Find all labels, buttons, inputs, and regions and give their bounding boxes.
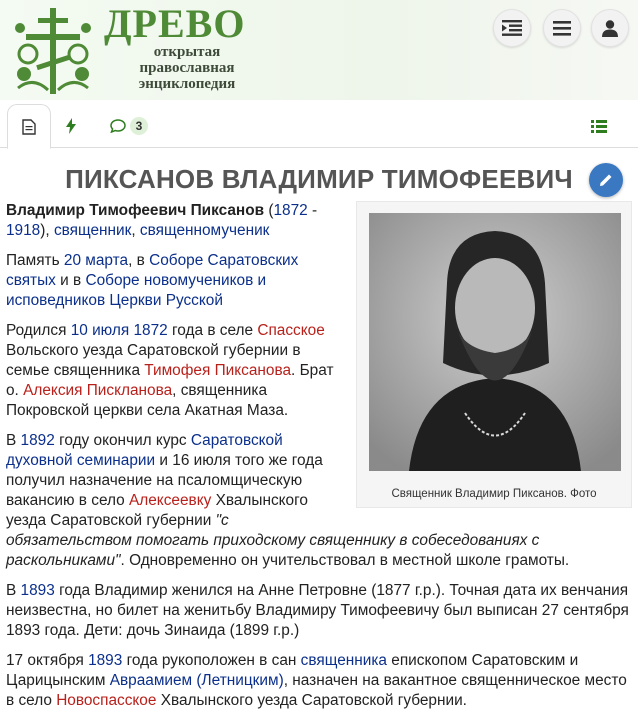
logo-sub-line-2: православная	[139, 60, 235, 76]
p3-text-5: , священника Покровской церкви села Акатная Маза.	[6, 382, 289, 419]
link-sobor-new-martyrs[interactable]: Соборе новомучеников и исповедников Церкви Русской	[6, 272, 267, 309]
p1-comma: ,	[131, 222, 140, 239]
p4-text-1: В	[6, 432, 21, 449]
link-bishop-avraamiy[interactable]: Авраамием (Летницким)	[109, 672, 284, 689]
site-header	[0, 0, 638, 100]
link-priest[interactable]: священник	[53, 222, 132, 239]
p1-open: (	[264, 202, 274, 219]
p3-text-2: года в селе	[167, 322, 258, 339]
p4-text-5: . Одновременно он учительствовал в местной школе грамоты.	[120, 552, 570, 569]
portrait-photo[interactable]	[369, 213, 621, 471]
link-year-1893-b[interactable]: 1893	[88, 652, 123, 669]
portrait-figure	[356, 201, 632, 508]
p6-text-1: 17 октября	[6, 652, 89, 669]
link-memory-date[interactable]: 20 марта	[63, 252, 129, 269]
link-village-novospasskoe[interactable]: Новоспасское	[56, 692, 157, 709]
person-name: Владимир Тимофеевич Пиксанов	[6, 202, 265, 219]
p6-text-5: Хвалынского уезда Саратовской губернии.	[156, 692, 467, 709]
tab-article[interactable]	[7, 104, 51, 149]
p4-text-3: и 16 июля того же года получил назначение на псаломщическую вакансию в село	[6, 452, 323, 509]
p6-text-2: года рукоположен в сан	[122, 652, 301, 669]
menu-button[interactable]	[543, 9, 581, 47]
p3-text-1: Родился	[6, 322, 71, 339]
p2-text-2: , в	[128, 252, 150, 269]
quote-obligation: "с обязательством помогать приходскому священнику в собеседованиях с раскольниками"	[6, 512, 540, 569]
link-father[interactable]: Тимофея Пиксанова	[144, 362, 292, 379]
document-icon	[22, 119, 36, 135]
paragraph-marriage	[6, 581, 632, 641]
p1-dash: -	[307, 202, 318, 219]
link-hieromartyr[interactable]: священномученик	[139, 222, 270, 239]
link-village-alekseevka[interactable]: Алексеевку	[129, 492, 212, 509]
p2-text-1: Память	[6, 252, 64, 269]
p3-text-4: . Брат о.	[6, 362, 334, 399]
edit-button[interactable]	[589, 163, 623, 197]
p5-text-2: года Владимир женился на Анне Петровне (1877 г.р.). Точная дата их венчания неизвестна, но билет на женитьбу Владимиру Тимофеевичу был выписан 27 сентября 1893 года. Дети: дочь Зинаида (1899 г.р.)	[6, 582, 629, 639]
toc-toggle-button[interactable]	[493, 9, 531, 47]
link-year-1872[interactable]: 1872	[273, 202, 308, 219]
user-icon	[602, 20, 618, 37]
logo-cross-icon[interactable]	[8, 4, 98, 98]
link-year-1918[interactable]: 1918	[6, 222, 41, 239]
link-year-1893[interactable]: 1893	[20, 582, 55, 599]
link-birth-date[interactable]: 10 июля	[70, 322, 130, 339]
hamburger-icon	[553, 21, 571, 36]
p6-text-3: епископом Саратовским и Царицынским	[6, 652, 579, 689]
tab-activity[interactable]	[56, 104, 86, 148]
pencil-icon	[599, 173, 613, 187]
indent-list-icon	[502, 20, 522, 36]
comment-icon	[110, 119, 126, 133]
p5-text-1: В	[6, 582, 21, 599]
link-seminary[interactable]: Саратовской духовной семинарии	[6, 432, 283, 469]
logo-subtitle	[132, 44, 242, 92]
link-brother[interactable]: Алексия Пискланова	[23, 382, 173, 399]
article-body	[6, 201, 632, 720]
logo-sub-line-3: энциклопедия	[138, 76, 236, 92]
paragraph-ordination	[6, 651, 632, 711]
lightning-icon	[66, 118, 76, 134]
p2-text-3: и в	[55, 272, 86, 289]
link-birth-year[interactable]: 1872	[133, 322, 168, 339]
comments-count-badge: 3	[130, 117, 149, 135]
p3-text-3: Вольского уезда Саратовской губернии в семье священника	[6, 342, 301, 379]
user-button[interactable]	[591, 9, 629, 47]
link-year-1892[interactable]: 1892	[20, 432, 55, 449]
link-village-spasskoe[interactable]: Спасское	[257, 322, 325, 339]
link-sobor-saratov[interactable]: Соборе Саратовских святых	[6, 252, 299, 289]
p1-close: ),	[40, 222, 50, 239]
portrait-caption: Священник Владимир Пиксанов. Фото	[391, 488, 597, 500]
list-icon	[591, 120, 607, 133]
logo-sub-line-1: открытая	[153, 44, 221, 60]
p4-text-2: году окончил курс	[54, 432, 191, 449]
logo-title[interactable]: ДРЕВО	[104, 1, 246, 46]
page-title: ПИКСАНОВ ВЛАДИМИР ТИМОФЕЕВИЧ	[65, 164, 573, 194]
p6-text-4: , назначен на вакантное священническое место в село	[6, 672, 627, 709]
tab-comments[interactable]	[104, 104, 154, 148]
p4-text-4: Хвалынского уезда Саратовской губернии	[6, 492, 308, 529]
link-rank-priest[interactable]: священника	[300, 652, 387, 669]
tab-bar	[0, 100, 638, 148]
tab-contents[interactable]	[584, 104, 614, 148]
